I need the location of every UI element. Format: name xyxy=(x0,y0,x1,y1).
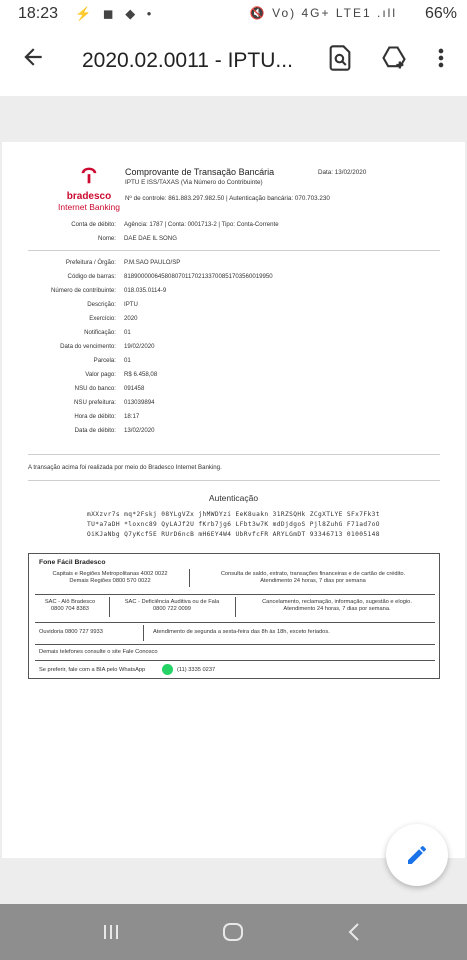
regions-line: Demais Regiões 0800 570 0022 xyxy=(69,578,151,584)
transaction-note: A transação acima foi realizada por meio do Bradesco Internet Banking. xyxy=(28,464,222,471)
bia-number: (11) 3335 0237 xyxy=(177,667,216,673)
field-value: 018.035.0114-9 xyxy=(124,287,167,294)
field-label: Hora de débito: xyxy=(74,413,116,420)
sac-info xyxy=(239,599,435,613)
field-value: 01 xyxy=(124,329,131,336)
home-icon[interactable] xyxy=(221,920,251,944)
field-value: IPTU xyxy=(124,301,138,308)
name-label: Nome: xyxy=(98,235,116,242)
capitals-hours: Atendimento 24 horas, 7 dias por semana xyxy=(260,578,366,584)
logo-sub: Internet Banking xyxy=(58,202,120,212)
divider xyxy=(189,569,190,587)
bradesco-logo xyxy=(54,164,124,212)
authentication-line: OiKJaNbg Q7yKcf5E RUrD6ncB mH6EY4W4 UbRvfcFR ARYLGmDT 93346713 01005148 xyxy=(87,531,380,538)
authentication-title: Autenticação xyxy=(208,493,259,503)
field-value: 013039894 xyxy=(124,399,155,406)
sac-deficiencia-label: SAC - Deficiência Auditiva ou de Fala xyxy=(124,599,220,605)
control-number: Nº de controle: 861.883.297.982.50 | Autenticação bancária: 070.703.230 xyxy=(125,195,330,202)
divider xyxy=(28,480,440,481)
field-label: NSU do banco: xyxy=(74,385,116,392)
signal-icons: 🔇 Vo) 4G+ LTE1 .ıll xyxy=(249,6,397,20)
field-row xyxy=(2,399,465,408)
divider xyxy=(35,622,435,623)
clock: 18:23 xyxy=(18,5,59,22)
capitals-info-line: Consulta de saldo, extrato, transações financeiras e de cartão de crédito. xyxy=(220,571,406,577)
field-row xyxy=(2,329,465,338)
field-value: 091458 xyxy=(124,385,145,392)
ouvidoria-hours: Atendimento de segunda a sexta-feira das 8h às 18h, exceto feriados. xyxy=(153,629,330,635)
authentication-line: mXXzvr7s mq*2Fskj 08YLgVZx jhMWDYzi EeK8uakn 31RZSQHk ZCgXTLYE SFx7Fk3t xyxy=(87,511,380,518)
battery-level: 66% xyxy=(424,5,457,22)
sac-deficiencia-number: 0800 722 0099 xyxy=(153,606,191,612)
field-value: 01 xyxy=(124,357,131,364)
add-to-drive-icon[interactable] xyxy=(380,44,410,74)
sac-alo xyxy=(33,599,107,613)
divider xyxy=(35,660,435,661)
field-label: Prefeitura / Órgão: xyxy=(65,259,116,266)
field-row xyxy=(2,343,465,352)
back-icon[interactable] xyxy=(343,920,373,944)
divider xyxy=(35,644,435,645)
field-value: 2020 xyxy=(124,315,138,322)
divider xyxy=(28,250,440,251)
field-value: R$ 6.458,08 xyxy=(124,371,158,378)
field-row xyxy=(2,357,465,366)
sac-hours: Atendimento 24 horas, 7 dias por semana. xyxy=(283,606,391,612)
field-label: Número de contribuinte: xyxy=(50,287,116,294)
edit-fab-button[interactable] xyxy=(386,824,448,886)
divider xyxy=(109,597,110,617)
whatsapp-icon xyxy=(162,664,173,675)
field-label: Descrição: xyxy=(87,301,116,308)
fone-facil-box xyxy=(28,553,440,679)
back-arrow-icon[interactable] xyxy=(20,44,46,77)
system-navigation-bar xyxy=(0,904,467,960)
field-row xyxy=(2,273,465,282)
recent-apps-icon[interactable] xyxy=(99,920,129,944)
find-in-document-icon[interactable] xyxy=(326,44,356,74)
field-row xyxy=(2,301,465,310)
sac-deficiencia xyxy=(113,599,231,613)
field-row xyxy=(2,315,465,324)
capitals-phone xyxy=(35,571,185,585)
account-row xyxy=(2,221,465,230)
field-label: Exercício: xyxy=(89,315,116,322)
field-row xyxy=(2,413,465,422)
other-phones: Demais telefones consulte o site Fale Conosco xyxy=(39,649,158,655)
field-row xyxy=(2,385,465,394)
field-value: 13/02/2020 xyxy=(124,427,155,434)
fone-facil-title: Fone Fácil Bradesco xyxy=(39,559,106,566)
name-value: DAE DAE IL SONG xyxy=(124,235,177,242)
field-value: P.M.SAO PAULO/SP xyxy=(124,259,181,266)
name-row xyxy=(2,235,465,244)
capitals-info xyxy=(195,571,431,585)
field-row xyxy=(2,371,465,380)
divider xyxy=(28,454,440,455)
notification-icons: ⚡ ◼ ◆ • xyxy=(75,6,156,21)
pencil-icon xyxy=(405,843,429,867)
receipt-subtitle: IPTU E ISS/TAXAS (Via Número do Contribuinte) xyxy=(125,179,263,186)
pdf-page xyxy=(2,142,465,858)
document-viewer[interactable] xyxy=(0,96,467,904)
bia-whatsapp: Se preferir, fale com a BIA pelo WhatsApp xyxy=(39,667,146,673)
field-label: Data de débito: xyxy=(74,427,116,434)
field-label: Código de barras: xyxy=(67,273,116,280)
ouvidoria-phone: Ouvidoria 0800 727 9933 xyxy=(39,629,103,635)
field-label: Data do vencimento: xyxy=(60,343,116,350)
field-row xyxy=(2,287,465,296)
field-value: 81890000064580807011702133700851703560019950 xyxy=(124,273,273,280)
app-bar xyxy=(0,30,467,94)
sac-alo-label: SAC - Alô Bradesco xyxy=(44,599,96,605)
field-label: Parcela: xyxy=(93,357,116,364)
divider xyxy=(143,625,144,641)
bradesco-tree-icon xyxy=(78,164,100,186)
divider xyxy=(35,594,435,595)
field-row xyxy=(2,427,465,436)
sac-alo-number: 0800 704 8383 xyxy=(51,606,89,612)
receipt-date: Data: 13/02/2020 xyxy=(318,169,367,176)
field-row xyxy=(2,259,465,268)
authentication-line: TU*a7aDH *loxnc89 QyLAJf2U fKrb7jg6 LFbt3w7K mdDjdgoS Pjl8ZuhG F71ad7oO xyxy=(87,521,380,528)
field-value: 19/02/2020 xyxy=(124,343,155,350)
field-label: NSU prefeitura: xyxy=(74,399,116,406)
capitals-line: Capitais e Regiões Metropolitanas 4002 0022 xyxy=(52,571,168,577)
divider xyxy=(235,597,236,617)
status-bar xyxy=(0,0,467,30)
receipt-title: Comprovante de Transação Bancária xyxy=(125,167,275,177)
account-value: Agência: 1787 | Conta: 0001713-2 | Tipo: Conta-Corrente xyxy=(124,221,279,228)
field-value: 18:17 xyxy=(124,413,140,420)
sac-info-line: Cancelamento, reclamação, informação, sugestão e elogio. xyxy=(262,599,412,605)
more-options-icon[interactable] xyxy=(430,44,452,74)
document-title: 2020.02.0011 - IPTU... xyxy=(82,49,293,72)
field-label: Notificação: xyxy=(84,329,116,336)
logo-brand: bradesco xyxy=(66,191,112,202)
account-label: Conta de débito: xyxy=(71,221,116,228)
field-label: Valor pago: xyxy=(85,371,116,378)
